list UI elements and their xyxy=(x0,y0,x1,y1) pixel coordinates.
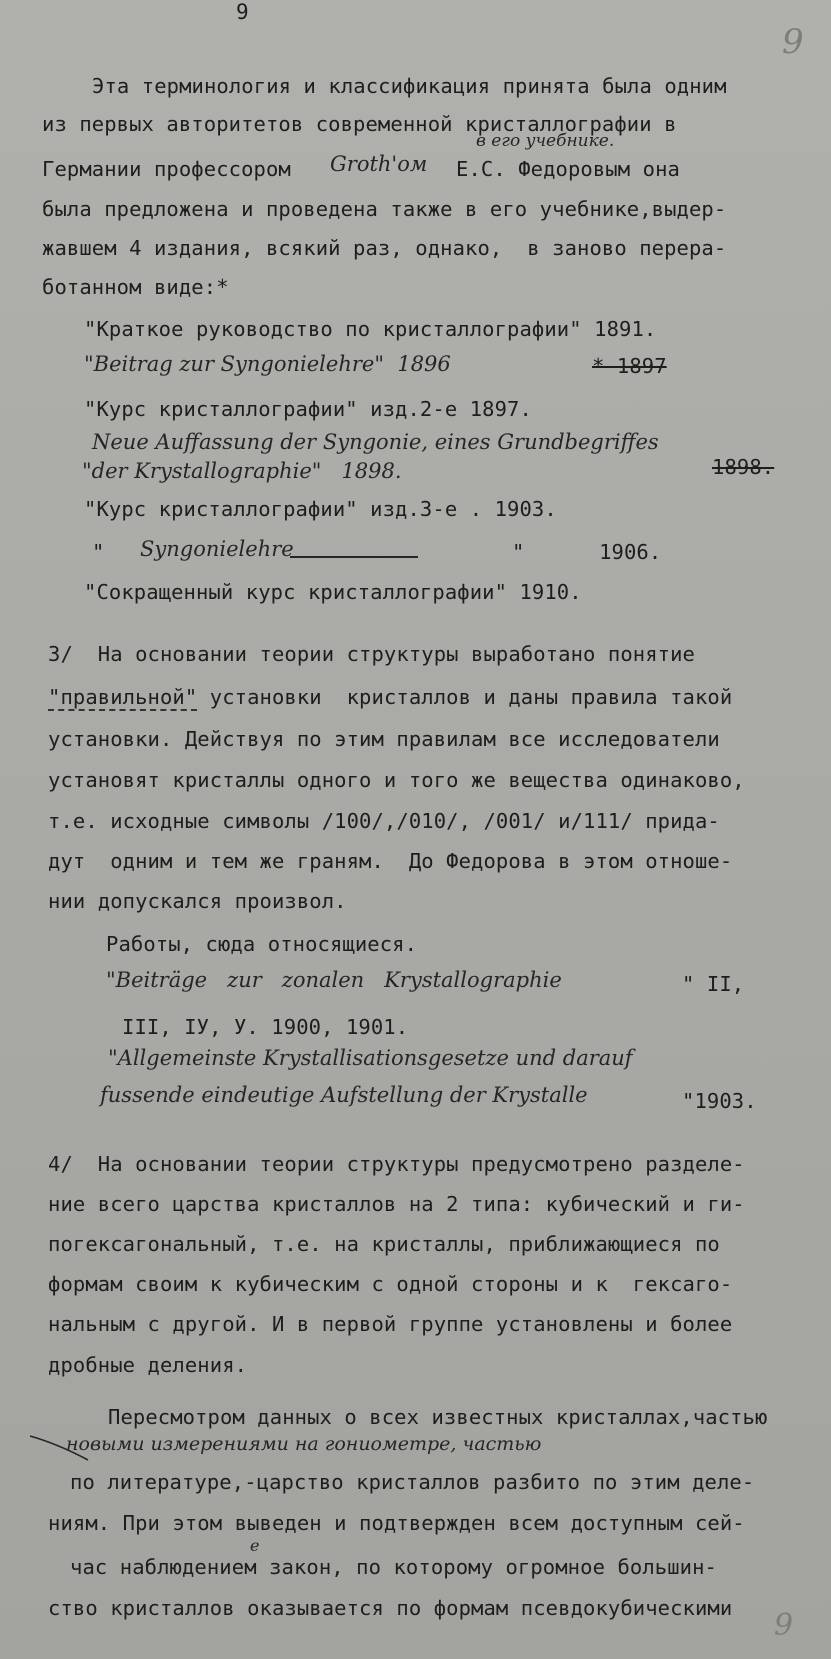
handwritten-groth: Groth'ом xyxy=(330,152,428,176)
p4-line-1: 4/ На основании теории структуры предусмотрено разделе- xyxy=(48,1152,745,1176)
work-4-handwritten-2: "der Krystallographie" 1898. xyxy=(82,459,402,483)
work-6-end: " 1906. xyxy=(512,540,662,564)
p5-handwritten-insert: новыми измерениями на гониометре, частью xyxy=(66,1433,542,1455)
p5-line-1: Пересмотром данных о всех известных кристаллах,частью xyxy=(108,1405,768,1429)
p3-works-intro: Работы, сюда относящиеся. xyxy=(106,932,418,956)
p4-line-3: погексагональный, т.е. на кристаллы, приближающиеся по xyxy=(48,1232,720,1256)
p3-work-2-year: "1903. xyxy=(682,1089,757,1113)
p4-line-4: формам своим к кубическим с одной стороны и к гексаго- xyxy=(48,1272,733,1296)
p5-handwritten-e: е xyxy=(250,1536,260,1555)
p1-line-3a: Германии профессором xyxy=(42,157,291,181)
p1-line-5: жавшем 4 издания, всякий раз, однако, в заново перера- xyxy=(42,236,727,260)
insert-caret-mark xyxy=(28,1430,208,1470)
p3-work-1-end: " II, xyxy=(682,972,745,996)
p1-line-2: из первых авторитетов современной кристаллографии в xyxy=(42,112,677,136)
work-2-struck: * 1897 xyxy=(592,354,667,378)
p5-line-3: ниям. При этом выведен и подтвержден всем доступным сей- xyxy=(48,1511,745,1535)
p5-line-2: по литературе,-царство кристаллов разбито по этим деле- xyxy=(70,1470,755,1494)
p4-line-2: ние всего царства кристаллов на 2 типа: кубический и ги- xyxy=(48,1192,745,1216)
p3-line-5: т.е. исходные символы /100/,/010/, /001/ и/111/ прида- xyxy=(48,809,720,833)
page-number: 9 xyxy=(236,0,249,24)
work-1: "Краткое руководство по кристаллографии" 1891. xyxy=(84,317,657,341)
p3-work-2-handwritten-2: fussende eindeutige Aufstellung der Krystalle xyxy=(100,1083,588,1107)
handwritten-insert-textbook: в его учебнике. xyxy=(476,131,615,151)
work-6-quote: " xyxy=(92,540,105,564)
p4-line-5: нальным с другой. И в первой группе установлены и более xyxy=(48,1312,733,1336)
p3-line-1: 3/ На основании теории структуры выработано понятие xyxy=(48,642,695,666)
p1-line-1: Эта терминология и классификация принята была одним xyxy=(92,74,727,98)
p3-line-7: нии допускался произвол. xyxy=(48,889,347,913)
p4-line-6: дробные деления. xyxy=(48,1353,248,1377)
p1-line-4: была предложена и проведена также в его учебнике,выдер- xyxy=(42,197,727,221)
p3-line-2b: установки кристаллов и даны правила такой xyxy=(197,685,733,709)
p3-underlined-word: "правильной" xyxy=(48,685,198,709)
p3-line-6: дут одним и тем же граням. До Федорова в этом отноше- xyxy=(48,849,733,873)
p5-line-4: час наблюдением закон, по которому огромное большин- xyxy=(70,1555,717,1579)
work-2-handwritten: "Beitrag zur Syngonielehre" 1896 xyxy=(84,352,451,376)
work-6-dash-line xyxy=(290,554,420,560)
p3-work-1-issues: III, IУ, У. 1900, 1901. xyxy=(122,1015,409,1039)
work-3: "Курс кристаллографии" изд.2-е 1897. xyxy=(84,397,532,421)
pencil-page-number-top: 9 xyxy=(782,22,804,62)
p1-line-3b: Е.С. Федоровым она xyxy=(456,157,680,181)
pencil-page-number-bottom: 9 xyxy=(774,1608,794,1643)
p3-work-1-handwritten: "Beiträge zur zonalen Krystallographie xyxy=(106,968,562,992)
p3-work-2-handwritten-1: "Allgemeinste Krystallisationsgesetze und darauf xyxy=(108,1046,633,1070)
p5-line-5: ство кристаллов оказывается по формам псевдокубическими xyxy=(48,1596,733,1620)
p3-line-3: установки. Действуя по этим правилам все исследователи xyxy=(48,727,720,751)
p1-line-6: ботанном виде:* xyxy=(42,275,229,299)
work-4-struck: 1898. xyxy=(712,455,775,479)
work-6-handwritten: Syngonielehre xyxy=(140,537,294,561)
p3-line-2a xyxy=(48,685,732,709)
work-7: "Сокращенный курс кристаллографии" 1910. xyxy=(84,580,582,604)
work-5: "Курс кристаллографии" изд.3-е . 1903. xyxy=(84,497,557,521)
p3-line-4: установят кристаллы одного и того же вещества одинаково, xyxy=(48,768,745,792)
work-4-handwritten-1: Neue Auffassung der Syngonie, eines Grundbegriffes xyxy=(92,430,659,454)
